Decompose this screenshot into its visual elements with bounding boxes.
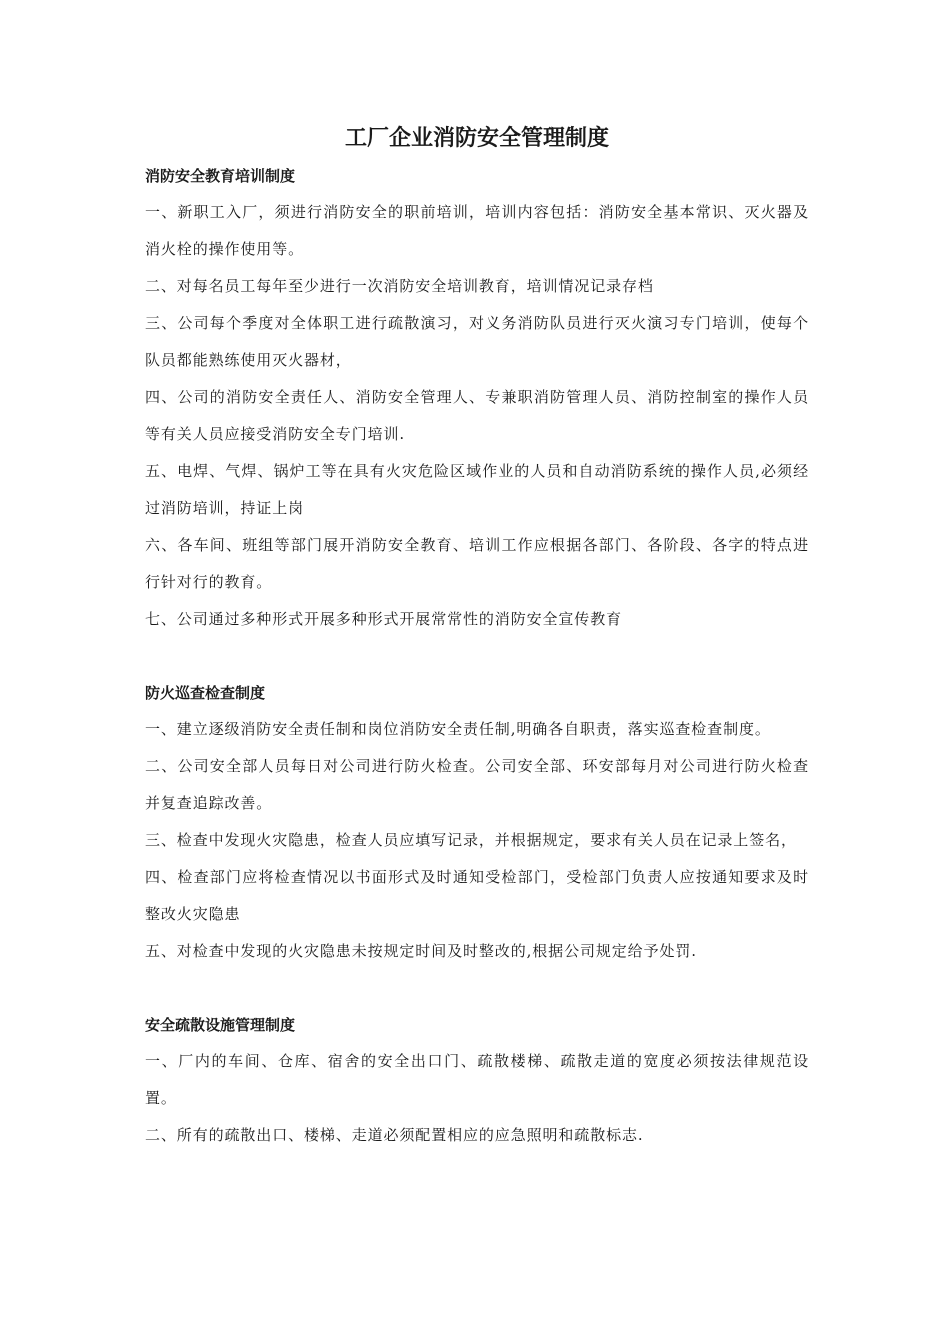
section-evacuation-facilities	[145, 1007, 809, 1154]
paragraph: 二、对每名员工每年至少进行一次消防安全培训教育，培训情况记录存档	[145, 277, 654, 295]
paragraph: 三、公司每个季度对全体职工进行疏散演习，对义务消防队员进行灭火演习专门培训，使每个队员都能熟练使用灭火器材，	[145, 314, 809, 369]
paragraph: 一、厂内的车间、仓库、宿舍的安全出口门、疏散楼梯、疏散走道的宽度必须按法律规范设置。	[145, 1052, 809, 1107]
section-heading: 安全疏散设施管理制度	[145, 1016, 296, 1034]
section-fire-patrol-inspection	[145, 675, 809, 970]
document-page	[145, 118, 809, 1154]
paragraph: 一、新职工入厂，须进行消防安全的职前培训，培训内容包括：消防安全基本常识、灭火器及消火栓的操作使用等。	[145, 203, 809, 258]
paragraph: 七、公司通过多种形式开展多种形式开展常常性的消防安全宣传教育	[145, 610, 623, 628]
paragraph: 六、各车间、班组等部门展开消防安全教育、培训工作应根据各部门、各阶段、各字的特点进行针对行的教育。	[145, 536, 809, 591]
section-spacer	[145, 638, 809, 675]
paragraph: 四、检查部门应将检查情况以书面形式及时通知受检部门，受检部门负责人应按通知要求及时整改火灾隐患	[145, 868, 809, 923]
document-title: 工厂企业消防安全管理制度	[344, 125, 609, 151]
paragraph: 一、建立逐级消防安全责任制和岗位消防安全责任制,明确各自职责，落实巡查检查制度。	[145, 720, 771, 738]
section-spacer	[145, 970, 809, 1007]
paragraph: 二、所有的疏散出口、楼梯、走道必须配置相应的应急照明和疏散标志.	[145, 1126, 644, 1144]
paragraph: 五、对检查中发现的火灾隐患未按规定时间及时整改的,根据公司规定给予处罚.	[145, 942, 697, 960]
section-heading: 消防安全教育培训制度	[145, 167, 296, 185]
paragraph: 三、检查中发现火灾隐患，检查人员应填写记录，并根据规定，要求有关人员在记录上签名，	[145, 831, 797, 849]
section-education-training	[145, 158, 809, 638]
paragraph: 四、公司的消防安全责任人、消防安全管理人、专兼职消防管理人员、消防控制室的操作人员等有关人员应接受消防安全专门培训.	[145, 388, 809, 443]
paragraph: 二、公司安全部人员每日对公司进行防火检查。公司安全部、环安部每月对公司进行防火检查并复查追踪改善。	[145, 757, 809, 812]
paragraph: 五、电焊、气焊、锅炉工等在具有火灾危险区域作业的人员和自动消防系统的操作人员,必须经过消防培训，持证上岗	[145, 462, 809, 517]
section-heading: 防火巡查检查制度	[145, 684, 266, 702]
